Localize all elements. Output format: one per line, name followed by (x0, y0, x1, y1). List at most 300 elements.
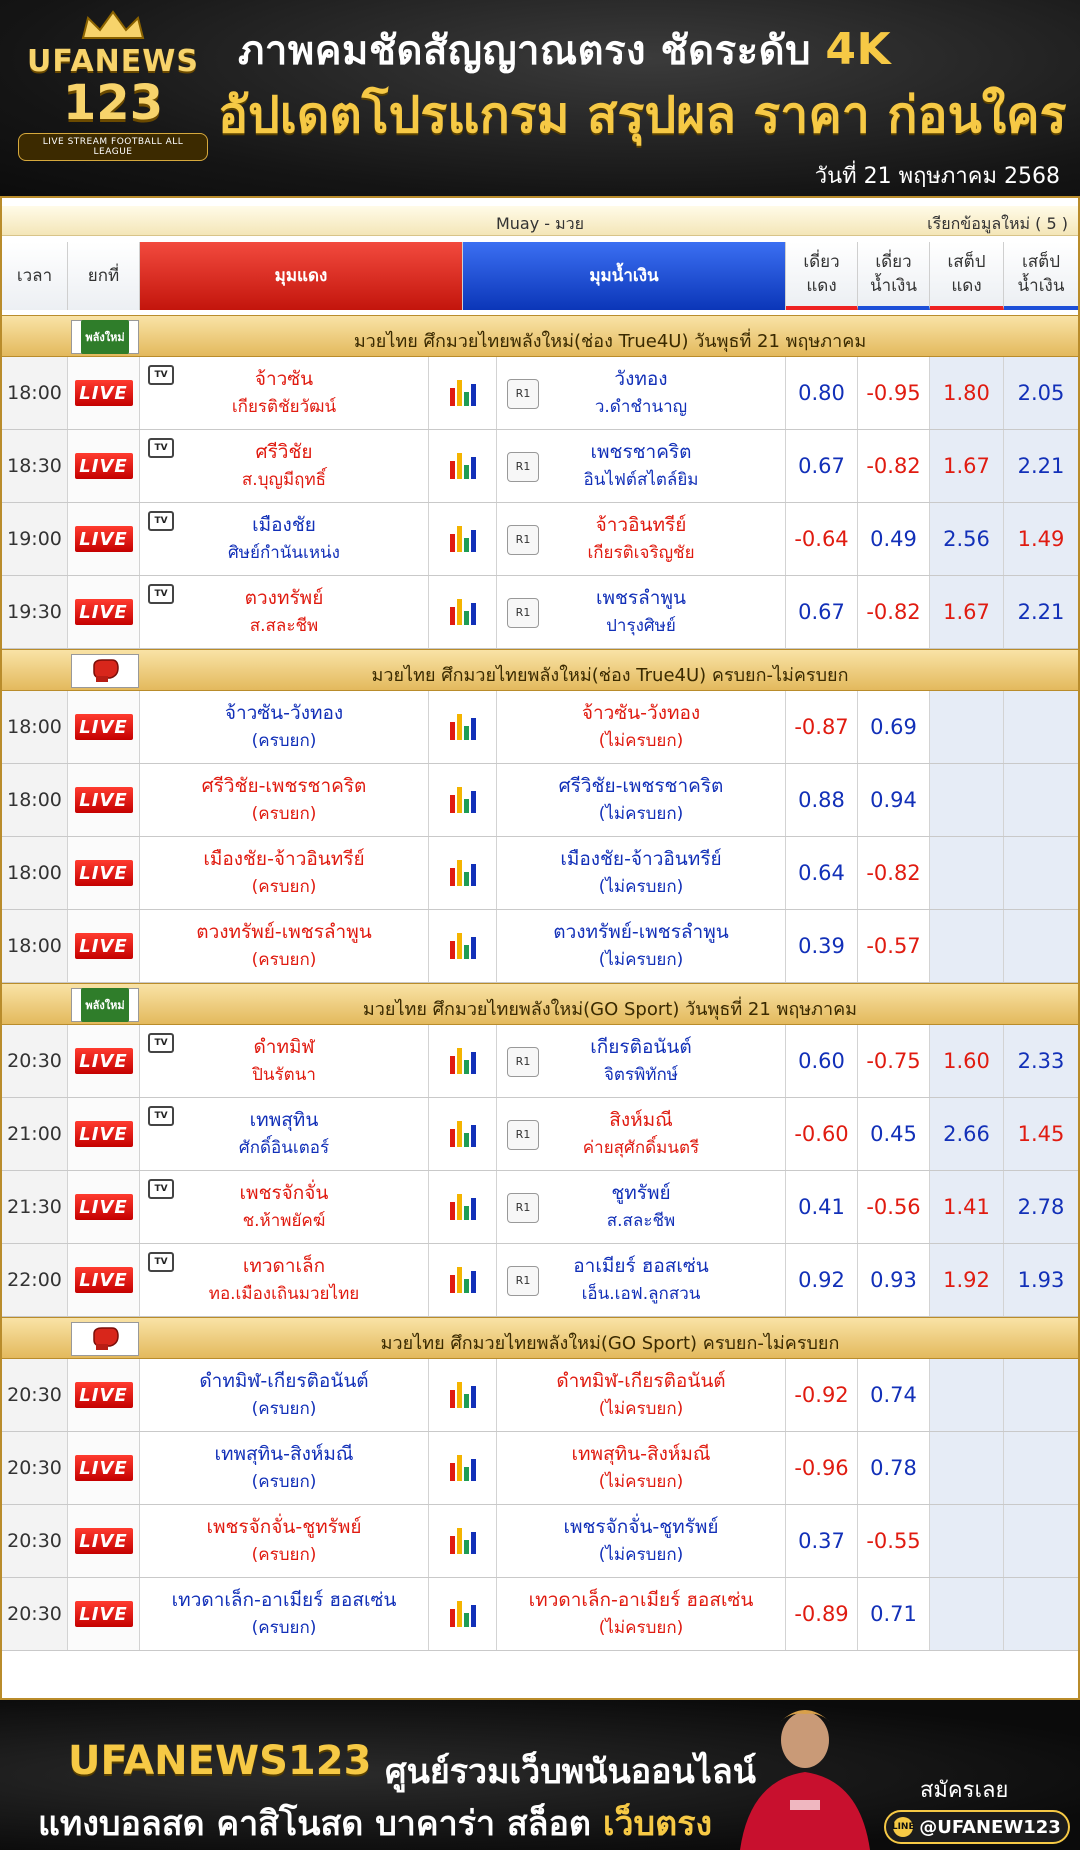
blue-fighter-camp: (ไม่ครบยก) (598, 1545, 684, 1565)
tv-icon[interactable]: TV (148, 365, 174, 385)
blue-fighter-name[interactable]: ดำทมิฬ-เกียรติอนันต์ (556, 1370, 726, 1392)
footer-line-2-text: แทงบอลสด คาสิโนสด บาคาร่า สล็อต (38, 1804, 591, 1844)
odds-single-red[interactable]: 0.64 (786, 837, 858, 909)
table-row[interactable] (2, 837, 1078, 910)
stats-bars (450, 1455, 476, 1481)
blue-fighter-camp: (ไม่ครบยก) (598, 1399, 684, 1419)
live-cell[interactable] (68, 576, 140, 648)
stats-bars (450, 1048, 476, 1074)
match-time: 20:30 (2, 1578, 68, 1650)
odds-set-red[interactable] (930, 910, 1004, 982)
stats-chart-icon[interactable] (429, 691, 497, 763)
odds-set-red[interactable] (930, 764, 1004, 836)
odds-single-red[interactable]: -0.92 (786, 1359, 858, 1431)
live-button[interactable]: LIVE (75, 1048, 133, 1074)
red-fighter-camp: ช.ห้าพยัคฆ์ (242, 1211, 326, 1231)
live-button[interactable]: LIVE (75, 1455, 133, 1481)
live-cell[interactable] (68, 1505, 140, 1577)
stats-bar (471, 530, 476, 552)
headline-1 (238, 18, 891, 82)
tv-icon[interactable]: TV (148, 1033, 174, 1053)
live-button[interactable]: LIVE (75, 787, 133, 813)
col-single-blue-l2: น้ำเงิน (870, 276, 917, 296)
blue-fighter-camp: (ไม่ครบยก) (598, 1618, 684, 1638)
header-banner (0, 0, 1080, 196)
odds-set-blue[interactable]: 2.05 (1004, 357, 1078, 429)
odds-table (0, 196, 1080, 1700)
crown-icon (78, 10, 148, 40)
blue-corner-cell[interactable] (497, 357, 786, 429)
odds-set-blue[interactable] (1004, 910, 1078, 982)
live-cell[interactable] (68, 1244, 140, 1316)
odds-single-blue[interactable]: -0.82 (858, 576, 930, 648)
blue-fighter-name[interactable]: เกียรติอนันต์ (590, 1036, 692, 1058)
odds-set-blue[interactable] (1004, 1359, 1078, 1431)
live-cell[interactable] (68, 837, 140, 909)
match-time: 19:30 (2, 576, 68, 648)
blue-corner-cell[interactable] (497, 576, 786, 648)
live-cell[interactable] (68, 503, 140, 575)
round-badge: R1 (507, 525, 539, 555)
red-fighter-camp: (ครบยก) (251, 1399, 317, 1419)
stats-bars (450, 380, 476, 406)
red-corner-cell[interactable] (140, 1244, 429, 1316)
blue-fighter-name[interactable]: ศรีวิชัย-เพชรชาคริต (558, 775, 724, 797)
red-fighter-name[interactable]: เทพสุทิน-สิงห์มณี (214, 1443, 354, 1465)
tv-icon[interactable]: TV (148, 1252, 174, 1272)
logo-number: 123 (62, 75, 164, 131)
odds-set-blue[interactable]: 1.93 (1004, 1244, 1078, 1316)
odds-single-blue[interactable]: 0.45 (858, 1098, 930, 1170)
tv-icon[interactable]: TV (148, 584, 174, 604)
red-fighter-name[interactable]: เทวดาเล็ก (242, 1255, 326, 1277)
col-set-red-l1: เสต็ป (947, 252, 986, 272)
round-badge: R1 (507, 1120, 539, 1150)
live-cell[interactable] (68, 910, 140, 982)
blue-fighter-name[interactable]: ตวงทรัพย์-เพชรลำพูน (553, 921, 729, 943)
table-title: Muay - มวย (495, 214, 585, 233)
stats-bar (471, 1052, 476, 1074)
blue-corner-cell[interactable] (497, 1171, 786, 1243)
headline-1-text: ภาพคมชัดสัญญาณตรง ชัดระดับ (238, 28, 811, 74)
blue-corner-cell[interactable] (497, 503, 786, 575)
red-fighter-camp: ศักดิ์อินเตอร์ (238, 1138, 330, 1158)
match-time: 21:30 (2, 1171, 68, 1243)
live-button[interactable]: LIVE (75, 1382, 133, 1408)
odds-set-red[interactable] (930, 837, 1004, 909)
red-corner-cell[interactable] (140, 357, 429, 429)
live-cell[interactable] (68, 691, 140, 763)
headline-1-accent: 4K (825, 24, 892, 75)
section-title: มวยไทย ศึกมวยไทยพลังใหม่(ช่อง True4U) วันพุธที่ 21 พฤษภาคม (353, 331, 867, 352)
stats-bar (471, 1125, 476, 1147)
red-corner-cell[interactable] (140, 910, 429, 982)
odds-set-red[interactable]: 1.92 (930, 1244, 1004, 1316)
table-row[interactable] (2, 430, 1078, 503)
table-row[interactable] (2, 764, 1078, 837)
table-row[interactable] (2, 357, 1078, 430)
stats-bar (464, 1394, 469, 1408)
red-corner-cell[interactable] (140, 1432, 429, 1504)
blue-corner-cell[interactable] (497, 1505, 786, 1577)
stats-bar (450, 795, 455, 813)
red-fighter-camp: (ครบยก) (251, 877, 317, 897)
blue-fighter-name[interactable]: เพชรลำพูน (596, 587, 686, 609)
stats-bar (457, 1267, 462, 1293)
blue-fighter-camp: ปารุงศิษย์ (606, 616, 676, 636)
footer-line-2-accent: เว็บตรง (602, 1804, 713, 1844)
odds-set-red[interactable] (930, 691, 1004, 763)
red-fighter-name[interactable]: ศรีวิชัย-เพชรชาคริต (201, 775, 367, 797)
col-single-blue (858, 242, 930, 310)
red-corner-cell[interactable] (140, 1171, 429, 1243)
live-button[interactable]: LIVE (75, 526, 133, 552)
boxing-glove-icon (71, 654, 139, 688)
stats-bar (471, 1198, 476, 1220)
col-set-red-l2: แดง (951, 276, 982, 296)
odds-single-blue[interactable]: -0.57 (858, 910, 930, 982)
odds-set-red[interactable]: 1.41 (930, 1171, 1004, 1243)
odds-single-blue[interactable]: 0.69 (858, 691, 930, 763)
blue-fighter-name[interactable]: จ้าวอินทรีย์ (595, 514, 687, 536)
red-corner-cell[interactable] (140, 503, 429, 575)
site-logo[interactable] (18, 10, 208, 185)
odds-single-blue[interactable]: -0.56 (858, 1171, 930, 1243)
odds-single-blue[interactable]: 0.78 (858, 1432, 930, 1504)
odds-set-red[interactable] (930, 1505, 1004, 1577)
odds-set-blue[interactable]: 1.45 (1004, 1098, 1078, 1170)
odds-single-blue[interactable]: -0.75 (858, 1025, 930, 1097)
line-id-button[interactable] (884, 1810, 1070, 1844)
odds-set-blue[interactable]: 2.33 (1004, 1025, 1078, 1097)
live-button[interactable]: LIVE (75, 380, 133, 406)
odds-single-red[interactable]: 0.67 (786, 576, 858, 648)
blue-fighter-name[interactable]: เพชรจักจั่น-ชูทรัพย์ (563, 1516, 719, 1538)
red-corner-cell[interactable] (140, 691, 429, 763)
stats-chart-icon[interactable] (429, 1505, 497, 1577)
stats-bar (464, 1613, 469, 1627)
col-single-red-l2: แดง (806, 276, 837, 296)
table-row[interactable] (2, 1244, 1078, 1317)
stats-bar (464, 392, 469, 406)
odds-single-red[interactable]: 0.60 (786, 1025, 858, 1097)
stats-bar (450, 722, 455, 740)
table-row[interactable] (2, 1359, 1078, 1432)
odds-set-red[interactable]: 1.67 (930, 576, 1004, 648)
match-time: 18:00 (2, 910, 68, 982)
odds-single-blue[interactable]: 0.93 (858, 1244, 930, 1316)
match-time: 19:00 (2, 503, 68, 575)
red-fighter-name[interactable]: เทวดาเล็ก-อาเมียร์ ฮอสเซ่น (171, 1589, 397, 1611)
blue-corner-cell[interactable] (497, 1098, 786, 1170)
table-row[interactable] (2, 910, 1078, 983)
stats-bar (464, 799, 469, 813)
odds-set-red[interactable] (930, 1359, 1004, 1431)
live-cell[interactable] (68, 357, 140, 429)
red-corner-cell[interactable] (140, 1359, 429, 1431)
stats-bar (450, 461, 455, 479)
stats-bar (457, 860, 462, 886)
stats-bar (464, 1060, 469, 1074)
red-corner-cell[interactable] (140, 430, 429, 502)
stats-chart-icon[interactable] (429, 430, 497, 502)
red-fighter-name[interactable]: จ้าวซัน (254, 368, 314, 390)
table-row[interactable] (2, 576, 1078, 649)
odds-set-blue[interactable]: 2.21 (1004, 430, 1078, 502)
stats-bar (457, 1528, 462, 1554)
live-cell[interactable] (68, 1098, 140, 1170)
stats-chart-icon[interactable] (429, 1244, 497, 1316)
stats-chart-icon[interactable] (429, 1171, 497, 1243)
live-button[interactable]: LIVE (75, 1194, 133, 1220)
table-row[interactable] (2, 1578, 1078, 1651)
blue-corner-cell[interactable] (497, 1359, 786, 1431)
odds-single-blue[interactable]: 0.71 (858, 1578, 930, 1650)
blue-fighter-name[interactable]: ชูทรัพย์ (611, 1182, 671, 1204)
live-button[interactable]: LIVE (75, 860, 133, 886)
blue-fighter-name[interactable]: อาเมียร์ ฮอสเซ่น (573, 1255, 709, 1277)
refresh-button[interactable]: เรียกข้อมูลใหม่ ( 5 ) (927, 214, 1068, 233)
blue-corner-cell[interactable] (497, 910, 786, 982)
odds-single-blue[interactable]: 0.94 (858, 764, 930, 836)
live-button[interactable]: LIVE (75, 453, 133, 479)
stats-bar (450, 1463, 455, 1481)
odds-single-red[interactable]: 0.37 (786, 1505, 858, 1577)
blue-corner-cell[interactable] (497, 1578, 786, 1650)
red-corner-cell[interactable] (140, 576, 429, 648)
live-button[interactable]: LIVE (75, 1601, 133, 1627)
live-cell[interactable] (68, 764, 140, 836)
table-row[interactable] (2, 1171, 1078, 1244)
blue-corner-cell[interactable] (497, 764, 786, 836)
live-cell[interactable] (68, 430, 140, 502)
table-row[interactable] (2, 1432, 1078, 1505)
odds-set-red[interactable] (930, 1432, 1004, 1504)
live-cell[interactable] (68, 1025, 140, 1097)
odds-single-blue[interactable]: 0.49 (858, 503, 930, 575)
stats-chart-icon[interactable] (429, 576, 497, 648)
match-time: 22:00 (2, 1244, 68, 1316)
odds-set-blue[interactable]: 2.21 (1004, 576, 1078, 648)
line-icon: LINE (893, 1817, 913, 1837)
red-corner-cell[interactable] (140, 1025, 429, 1097)
red-fighter-camp: ปินรัตนา (252, 1065, 316, 1085)
red-fighter-camp: ศิษย์กำนันเหน่ง (228, 543, 340, 563)
red-fighter-name[interactable]: ตวงทรัพย์ (244, 587, 324, 609)
red-fighter-name[interactable]: จ้าวซัน-วังทอง (224, 702, 344, 724)
live-button[interactable]: LIVE (75, 599, 133, 625)
col-blue-corner: มุมน้ำเงิน (463, 242, 786, 310)
blue-corner-cell[interactable] (497, 691, 786, 763)
red-fighter-camp: (ครบยก) (251, 1618, 317, 1638)
odds-single-red[interactable]: -0.60 (786, 1098, 858, 1170)
stats-chart-icon[interactable] (429, 1025, 497, 1097)
stats-chart-icon[interactable] (429, 837, 497, 909)
blue-fighter-name[interactable]: เทวดาเล็ก-อาเมียร์ ฮอสเซ่น (528, 1589, 754, 1611)
odds-single-blue[interactable]: -0.82 (858, 837, 930, 909)
stats-bar (457, 1048, 462, 1074)
red-corner-cell[interactable] (140, 1578, 429, 1650)
blue-fighter-name[interactable]: วังทอง (614, 368, 668, 390)
line-id-text: @UFANEW123 (919, 1816, 1061, 1838)
tv-icon[interactable]: TV (148, 1179, 174, 1199)
odds-set-red[interactable]: 2.56 (930, 503, 1004, 575)
odds-set-blue[interactable] (1004, 1578, 1078, 1650)
blue-fighter-name[interactable]: เมืองชัย-จ้าวอินทรีย์ (560, 848, 722, 870)
odds-set-red[interactable] (930, 1578, 1004, 1650)
col-set-blue-l1: เสต็ป (1021, 252, 1061, 272)
round-badge: R1 (507, 598, 539, 628)
odds-single-red[interactable]: 0.39 (786, 910, 858, 982)
register-link[interactable]: สมัครเลย (920, 1778, 1009, 1803)
phalangmai-logo-text: พลังใหม่ (81, 988, 128, 1022)
stats-bar (471, 1386, 476, 1408)
live-button[interactable]: LIVE (75, 1528, 133, 1554)
stats-bar (450, 607, 455, 625)
stats-chart-icon[interactable] (429, 1359, 497, 1431)
stats-bar (464, 1540, 469, 1554)
table-row[interactable] (2, 503, 1078, 576)
red-fighter-name[interactable]: เมืองชัย (252, 514, 316, 536)
table-row[interactable] (2, 1025, 1078, 1098)
stats-bar (450, 1202, 455, 1220)
live-cell[interactable] (68, 1171, 140, 1243)
stats-bars (450, 599, 476, 625)
odds-single-red[interactable]: 0.88 (786, 764, 858, 836)
odds-set-red[interactable]: 1.67 (930, 430, 1004, 502)
odds-single-blue[interactable]: 0.74 (858, 1359, 930, 1431)
red-fighter-name[interactable]: เมืองชัย-จ้าวอินทรีย์ (203, 848, 365, 870)
odds-single-red[interactable]: -0.87 (786, 691, 858, 763)
odds-set-blue[interactable]: 2.78 (1004, 1171, 1078, 1243)
live-cell[interactable] (68, 1432, 140, 1504)
stats-bars (450, 453, 476, 479)
odds-set-blue[interactable] (1004, 1432, 1078, 1504)
blue-fighter-name[interactable]: จ้าวซัน-วังทอง (581, 702, 701, 724)
blue-fighter-camp: ว.ดำชำนาญ (594, 397, 688, 417)
table-row[interactable] (2, 1098, 1078, 1171)
red-fighter-name[interactable]: ดำทมิฬ-เกียรติอนันต์ (199, 1370, 369, 1392)
odds-single-blue[interactable]: -0.55 (858, 1505, 930, 1577)
blue-corner-cell[interactable] (497, 1244, 786, 1316)
red-fighter-name[interactable]: เพชรจักจั่น (239, 1182, 329, 1204)
odds-set-red[interactable]: 1.80 (930, 357, 1004, 429)
blue-fighter-camp: (ไม่ครบยก) (598, 877, 684, 897)
live-button[interactable]: LIVE (75, 1267, 133, 1293)
blue-fighter-name[interactable]: เพชรชาคริต (590, 441, 692, 463)
red-corner-cell[interactable] (140, 837, 429, 909)
red-fighter-name[interactable]: ดำทมิฬ (253, 1036, 315, 1058)
odds-set-blue[interactable]: 1.49 (1004, 503, 1078, 575)
blue-fighter-camp: ค่ายสุศักดิ์มนตรี (582, 1138, 700, 1158)
odds-single-red[interactable]: -0.64 (786, 503, 858, 575)
footer-brand[interactable]: UFANEWS123 (68, 1738, 372, 1784)
odds-single-red[interactable]: 0.67 (786, 430, 858, 502)
stats-bar (450, 868, 455, 886)
table-row[interactable] (2, 691, 1078, 764)
odds-set-blue[interactable] (1004, 691, 1078, 763)
stats-bar (457, 1382, 462, 1408)
stats-bars (450, 933, 476, 959)
blue-fighter-camp: เกียรติเจริญชัย (587, 543, 695, 563)
stats-bar (457, 1601, 462, 1627)
stats-bar (471, 718, 476, 740)
blue-corner-cell[interactable] (497, 1025, 786, 1097)
red-fighter-name[interactable]: ตวงทรัพย์-เพชรลำพูน (196, 921, 372, 943)
section-title: มวยไทย ศึกมวยไทยพลังใหม่(ช่อง True4U) ครบยก-ไม่ครบยก (371, 665, 849, 686)
blue-fighter-camp: (ไม่ครบยก) (598, 1472, 684, 1492)
live-cell[interactable] (68, 1578, 140, 1650)
live-cell[interactable] (68, 1359, 140, 1431)
red-corner-cell[interactable] (140, 764, 429, 836)
tv-icon[interactable]: TV (148, 511, 174, 531)
stats-bar (471, 791, 476, 813)
stats-chart-icon[interactable] (429, 764, 497, 836)
odds-set-blue[interactable] (1004, 764, 1078, 836)
stats-chart-icon[interactable] (429, 503, 497, 575)
stats-bar (464, 1467, 469, 1481)
odds-single-red[interactable]: 0.41 (786, 1171, 858, 1243)
odds-single-blue[interactable]: -0.82 (858, 430, 930, 502)
stats-bar (471, 457, 476, 479)
stats-bar (450, 1129, 455, 1147)
tv-icon[interactable]: TV (148, 438, 174, 458)
footer-banner (0, 1700, 1080, 1850)
live-button[interactable]: LIVE (75, 714, 133, 740)
odds-set-red[interactable]: 2.66 (930, 1098, 1004, 1170)
red-corner-cell[interactable] (140, 1505, 429, 1577)
red-fighter-name[interactable]: ศรีวิชัย (255, 441, 313, 463)
stats-bar (471, 1605, 476, 1627)
stats-bars (450, 714, 476, 740)
phalangmai-logo (71, 320, 139, 354)
odds-set-blue[interactable] (1004, 1505, 1078, 1577)
odds-single-red[interactable]: 0.92 (786, 1244, 858, 1316)
blue-fighter-name[interactable]: สิงห์มณี (609, 1109, 673, 1131)
odds-set-blue[interactable] (1004, 837, 1078, 909)
tv-icon[interactable]: TV (148, 1106, 174, 1126)
odds-set-red[interactable]: 1.60 (930, 1025, 1004, 1097)
odds-single-red[interactable]: -0.89 (786, 1578, 858, 1650)
section-title: มวยไทย ศึกมวยไทยพลังใหม่(GO Sport) ครบยก-ไม่ครบยก (380, 1333, 840, 1354)
stats-chart-icon[interactable] (429, 1578, 497, 1650)
table-row[interactable] (2, 1505, 1078, 1578)
red-fighter-name[interactable]: เพชรจักจั่น-ชูทรัพย์ (206, 1516, 362, 1538)
stats-bars (450, 787, 476, 813)
blue-fighter-name[interactable]: เทพสุทิน-สิงห์มณี (571, 1443, 711, 1465)
stats-bar (471, 384, 476, 406)
stats-bar (450, 1056, 455, 1074)
red-corner-cell[interactable] (140, 1098, 429, 1170)
footer-line-2 (38, 1796, 712, 1850)
stats-chart-icon[interactable] (429, 357, 497, 429)
odds-single-blue[interactable]: -0.95 (858, 357, 930, 429)
col-single-red (786, 242, 858, 310)
live-button[interactable]: LIVE (75, 1121, 133, 1147)
player-photo (720, 1700, 890, 1850)
live-button[interactable]: LIVE (75, 933, 133, 959)
blue-corner-cell[interactable] (497, 430, 786, 502)
stats-chart-icon[interactable] (429, 1098, 497, 1170)
blue-corner-cell[interactable] (497, 1432, 786, 1504)
stats-chart-icon[interactable] (429, 910, 497, 982)
stats-chart-icon[interactable] (429, 1432, 497, 1504)
red-fighter-name[interactable]: เทพสุทิน (249, 1109, 319, 1131)
odds-single-red[interactable]: 0.80 (786, 357, 858, 429)
red-fighter-camp: (ครบยก) (251, 731, 317, 751)
odds-single-red[interactable]: -0.96 (786, 1432, 858, 1504)
blue-corner-cell[interactable] (497, 837, 786, 909)
